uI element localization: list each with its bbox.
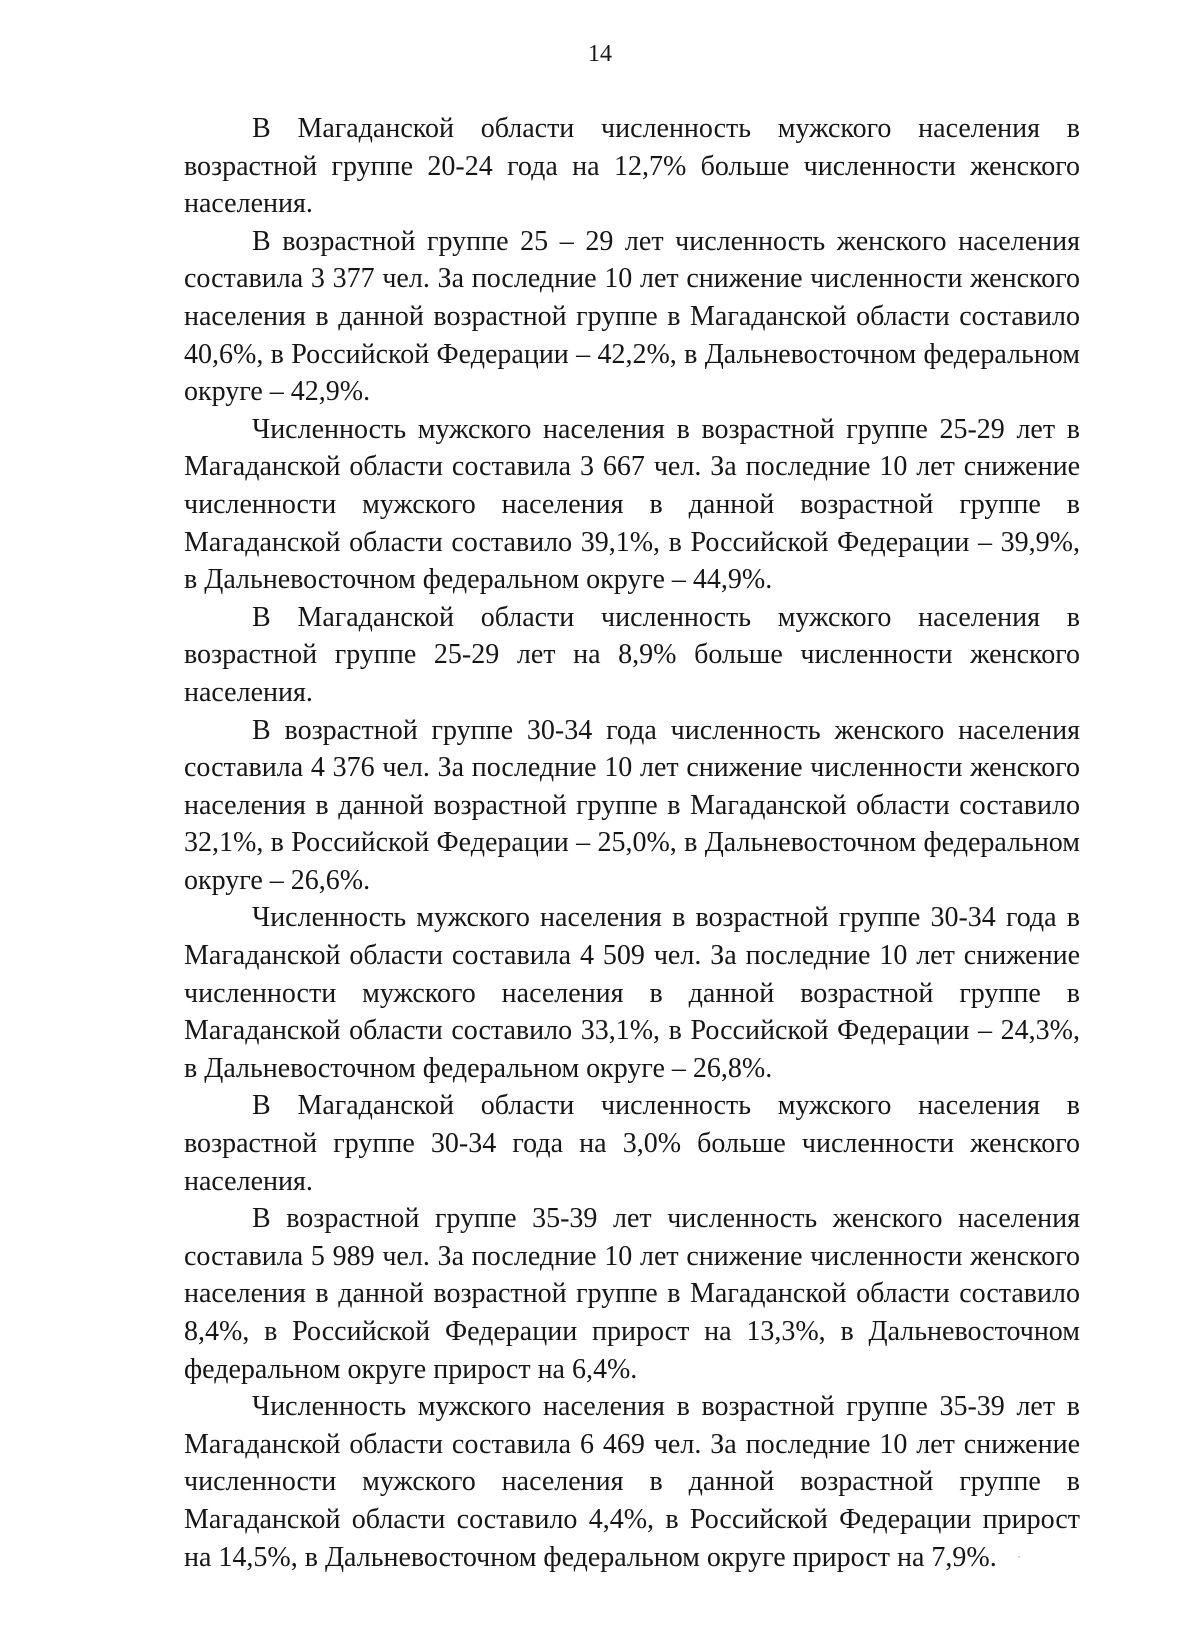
paragraph-male-35-39: Численность мужского населения в возрастной группе 35-39 лет в Магаданской области составила 6 469 чел. За последние 10 лет снижение численности мужского населения в данной возрастной группе в Магаданской области составило 4,4%, в Российской Федерации прирост на 14,5%, в Дальневосточном федеральном округе прирост на 7,9%. xyxy=(184,1391,1080,1573)
paragraph-male-30-34: Численность мужского населения в возрастной группе 30-34 года в Магаданской области составила 4 509 чел. За последние 10 лет снижение численности мужского населения в данной возрастной группе в Магаданской области составило 33,1%, в Российской Федерации – 24,3%, в Дальневосточном федеральном округе – 26,8%. xyxy=(184,902,1080,1084)
paragraph-female-30-34: В возрастной группе 30-34 года численность женского населения составила 4 376 чел. За последние 10 лет снижение численности женского населения в данной возрастной группе в Магаданской области составило 32,1%, в Российской Федерации – 25,0%, в Дальневосточном федеральном округе – 26,6%. xyxy=(184,714,1080,896)
paragraph-male-25-29: Численность мужского населения в возрастной группе 25-29 лет в Магаданской области составила 3 667 чел. За последние 10 лет снижение численности мужского населения в данной возрастной группе в Магаданской области составило 39,1%, в Российской Федерации – 39,9%, в Дальневосточном федеральном округе – 44,9%. xyxy=(184,413,1080,596)
paragraph-male-surplus-25-29: В Магаданской области численность мужского населения в возрастной группе 25-29 лет на 8,9% больше численности женского населения. xyxy=(184,601,1080,708)
document-body xyxy=(184,110,1080,1576)
paragraph-male-surplus-30-34: В Магаданской области численность мужского населения в возрастной группе 30-34 года на 3,0% больше численности женского населения. xyxy=(184,1090,1080,1197)
paragraph-female-35-39: В возрастной группе 35-39 лет численность женского населения составила 5 989 чел. За последние 10 лет снижение численности женского населения в данной возрастной группе в Магаданской области составило 8,4%, в Российской Федерации прирост на 13,3%, в Дальневосточном федеральном округе прирост на 6,4%. xyxy=(184,1203,1080,1385)
page-number: 14 xyxy=(588,41,612,67)
paragraph-female-25-29: В возрастной группе 25 – 29 лет численность женского населения составила 3 377 чел. За последние 10 лет снижение численности женского населения в данной возрастной группе в Магаданской области составило 40,6%, в Российской Федерации – 42,2%, в Дальневосточном федеральном округе – 42,9%. xyxy=(184,225,1080,408)
paragraph-male-surplus-20-24: В Магаданской области численность мужского населения в возрастной группе 20-24 года на 12,7% больше численности женского населения. xyxy=(184,113,1080,220)
scan-speck xyxy=(1018,1556,1020,1558)
